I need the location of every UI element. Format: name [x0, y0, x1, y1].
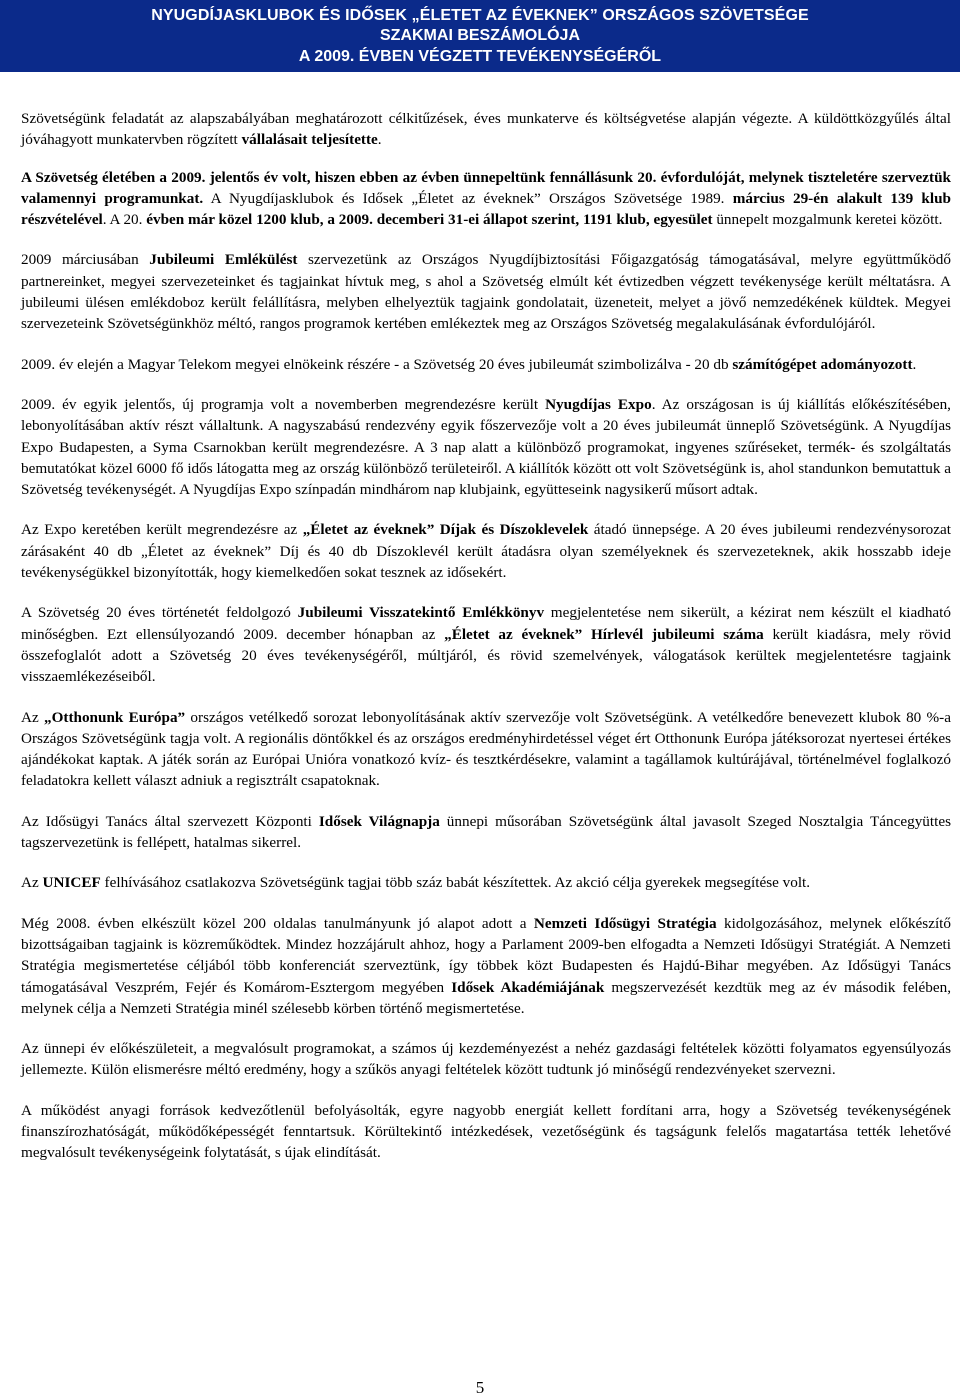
emphasis: március 29-én alakult 139 klub részvételével [21, 189, 951, 229]
paragraph-national-strategy [21, 913, 951, 1019]
paragraph-telekom [21, 354, 951, 375]
paragraph-otthonunk-europa [21, 707, 951, 792]
emphasis: számítógépet adományozott [732, 355, 913, 373]
text-run: . [912, 355, 917, 373]
paragraph-expo [21, 394, 951, 500]
text-run: átadó ünnepsége. A 20 éves jubileumi rendezvénysorozat zárásaként 40 db „Életet az éveknek” Díj és 40 db Díszoklevél került átadásra olyan személyeknek és szervezeteknek, akik hosszabb ideje tevékenységükkel bizonyították, hogy kiemelkedően sokat tesznek az idősekért. [21, 521, 951, 582]
paragraph-jubilee-session [21, 249, 951, 334]
emphasis: Nyugdíjas Expo [545, 395, 652, 413]
text-run: A Szövetség 20 éves történetét feldolgozó [21, 604, 298, 622]
emphasis: „Életet az éveknek” Hírlevél jubileumi száma [444, 625, 764, 643]
text-run: megszervezését kezdtük meg az év második felében, melynek célja a Nemzeti Stratégia minél szélesebb körben történő megismertetése. [21, 978, 951, 1017]
header-organization-name-rest: ORSZÁGOS SZÖVETSÉGE [602, 7, 809, 24]
text-run: Az Expo keretében került megrendezésre az [21, 521, 303, 539]
text-run: 2009. év egyik jelentős, új programja volt a novemberben megrendezésre került [21, 395, 546, 413]
emphasis: UNICEF [42, 874, 101, 892]
emphasis: Jubileumi Visszatekintő Emlékkönyv [297, 604, 545, 622]
emphasis: A Szövetség életében a 2009. jelentős év volt, hiszen ebben az évben ünnepeltünk fennállásunk 20. évfordulóját, melynek tiszteletére szerveztük valamennyi programunkat. [21, 168, 951, 207]
emphasis: Nemzeti Idősügyi Stratégia [533, 914, 717, 932]
text-run: került kiadásra, mely rövid összefoglalót adott a Szövetség 20 éves tevékenységéről, múltjáról, és rövid szemelvények, válogatások kerültek megjelentetésre tagjaink visszaemlékezéseiből. [21, 625, 951, 686]
document-header [0, 0, 960, 72]
emphasis: Idősek Akadémiájának [451, 978, 605, 996]
emphasis: Jubileumi Emlékülést [149, 251, 298, 269]
emphasis: vállalásait teljesítette [241, 131, 378, 149]
text-run: Az ünnepi év előkészületeit, a megvalósult programokat, a számos új kezdeményezést a nehéz gazdasági feltételek közötti folyamatos egyensúlyozás jellemezte. Külön elismerésre méltó eredmény, hogy a szűkös anyagi feltételek között tudtunk jó minőségű rendezvényeket szervezni. [21, 1040, 951, 1079]
paragraph-finances [21, 1100, 951, 1164]
paragraph-intro [21, 108, 951, 151]
text-run: . A 20. [102, 211, 147, 229]
header-organization-name [0, 0, 960, 25]
emphasis: évben már közel 1200 klub, a 2009. decemberi 31-ei állapot szerint, 1191 klub, egyesület [146, 211, 713, 229]
text-run: megjelentetése nem sikerült, a kézirat nem készült el kiadható minőségben. Ezt ellensúlyozandó 2009. december hónapban az [21, 604, 951, 643]
page-number: 5 [475, 1378, 485, 1397]
text-run: szervezetünk az Országos Nyugdíjbiztosítási Főigazgatóság támogatásával, melyre együttműködő partnereinket, megyei szervezeteinket és tagjainkat hívtuk meg, s ahol a Szövetség elmúlt két évtizedben végzett tevékenysége került méltatásra. A jubileumi ülésen emlékdoboz került felállításra, melyben elhelyeztük tagjaink gondolatait, üzeneteit, melyet a jövő nemzedékének küldtek. Megyei szervezeteink Szövetségünkhöz méltó, rangos programok kertében emlékeztek meg az Országos Szövetség megalakulásának évfordulójáról. [21, 251, 951, 333]
paragraph-elderly-day [21, 811, 951, 854]
text-run: országos vetélkedő sorozat lebonyolításának aktív szervezője volt Szövetségünk. A vetélkedőre benevezett klubok 80 %-a Országos Szövetségünk tagja volt. A regionális döntőkkel és az országos eredményhirdetéssel véget ért Otthonunk Európa játéksorozat nyertesei értékes ajándékokat kaptak. A játék során az Európai Unióra vonatkozó kvíz- és tesztkérdésekre, valamint a tagállamok kultúrájával, történelmével foglalkozó feladatokra kellett választ adniuk a regisztrált csapatoknak. [21, 708, 951, 790]
text-run: Még 2008. évben elkészült közel 200 oldalas tanulmányunk jó alapot adott a [21, 914, 534, 932]
text-run: kidolgozásához, melynek előkészítő bizottságaiban tagjaink is közreműködtek. Mindez hozzájárult ahhoz, hogy a Parlament 2009-ben elfogadta a Nemzeti Idősügyi Stratégiát. A Nemzeti Stratégia megismertetése céljából több konferenciát szerveztünk, így többek közt Budapesten és Hajdú-Bihar megyében. Az Idősügyi Tanács támogatásával Veszprém, Fejér és Komárom-Esztergom megyében [21, 914, 951, 996]
text-run: Az [21, 708, 44, 726]
paragraph-awards [21, 519, 951, 583]
emphasis: „Otthonunk Európa” [43, 708, 186, 726]
header-report-title: SZAKMAI BESZÁMOLÓJA [380, 27, 580, 44]
paragraph-summary [21, 1038, 951, 1081]
text-run: Az [21, 874, 43, 892]
text-run: 2009. év elején a Magyar Telekom megyei elnökeink részére - a Szövetség 20 éves jubileumát szimbolizálva - 20 db [21, 355, 733, 373]
text-run: Szövetségünk feladatát az alapszabályában meghatározott célkitűzések, éves munkaterve és költségvetése alapján végezte. A küldöttközgyűlés által jóváhagyott munkatervben rögzített [21, 110, 951, 149]
emphasis: „Életet az éveknek” Díjak és Díszoklevelek [302, 521, 589, 539]
paragraph-anniversary [21, 167, 951, 231]
text-run: A Nyugdíjasklubok és Idősek „Életet az éveknek” Országos Szövetsége 1989. [203, 189, 733, 207]
text-run: . [377, 131, 382, 149]
text-run: ünnepelt mozgalmunk keretei között. [712, 211, 943, 229]
text-run: ünnepi műsorában Szövetségünk által javasolt Szeged Nosztalgia Táncegyüttes tagszervezetünk is fellépett, hatalmas sikerrel. [21, 812, 951, 852]
emphasis: Idősek Világnapja [318, 812, 440, 830]
text-run: felhívásához csatlakozva Szövetségünk tagjai több száz babát készítettek. Az akció célja gyerekek megsegítése volt. [100, 874, 811, 892]
paragraph-memorial-book [21, 602, 951, 687]
header-report-subtitle: A 2009. ÉVBEN VÉGZETT TEVÉKENYSÉGÉRŐL [298, 48, 662, 65]
paragraph-unicef [21, 872, 951, 893]
text-run: A működést anyagi források kedvezőtlenül befolyásolták, egyre nagyobb energiát kellett fordítani arra, hogy a Szövetség tevékenységének finanszírozhatóságát, működőképességét fenntartsuk. Körültekintő intézkedések, vezetőségünk és tagságunk felelős magatartása tették lehetővé megvalósult tevékenységeink folytatását, s újak elindítását. [21, 1101, 951, 1162]
text-run: . Az országosan is új kiállítás előkészítésében, lebonyolításában aktív részt vállaltunk. A nagyszabású rendezvény egyik főszervezője volt a 20 éves jubileumát ünneplő Szövetségünk. A Nyugdíjas Expo Budapesten, a Syma Csarnokban került megrendezésre. A 3 nap alatt a különböző programokat, ingyenes szűréseket, termék- és szolgáltatás bemutatókat közel 6000 fő idős látogatta meg az ország különböző területeiről. A kiállítók között ott volt Szövetségünk is, ahol standunkon bemutattuk a Szövetség tevékenységét. A Nyugdíjas Expo színpadán mindhárom nap klubjaink, együtteseink nagysikerű műsort adtak. [21, 395, 951, 499]
header-organization-name-bold: NYUGDÍJASKLUBOK ÉS IDŐSEK „ÉLETET AZ ÉVEKNEK” [151, 7, 598, 24]
text-run: 2009 márciusában [21, 251, 150, 269]
document-body [21, 108, 951, 1183]
text-run: Az Idősügyi Tanács által szervezett Központi [21, 812, 319, 830]
